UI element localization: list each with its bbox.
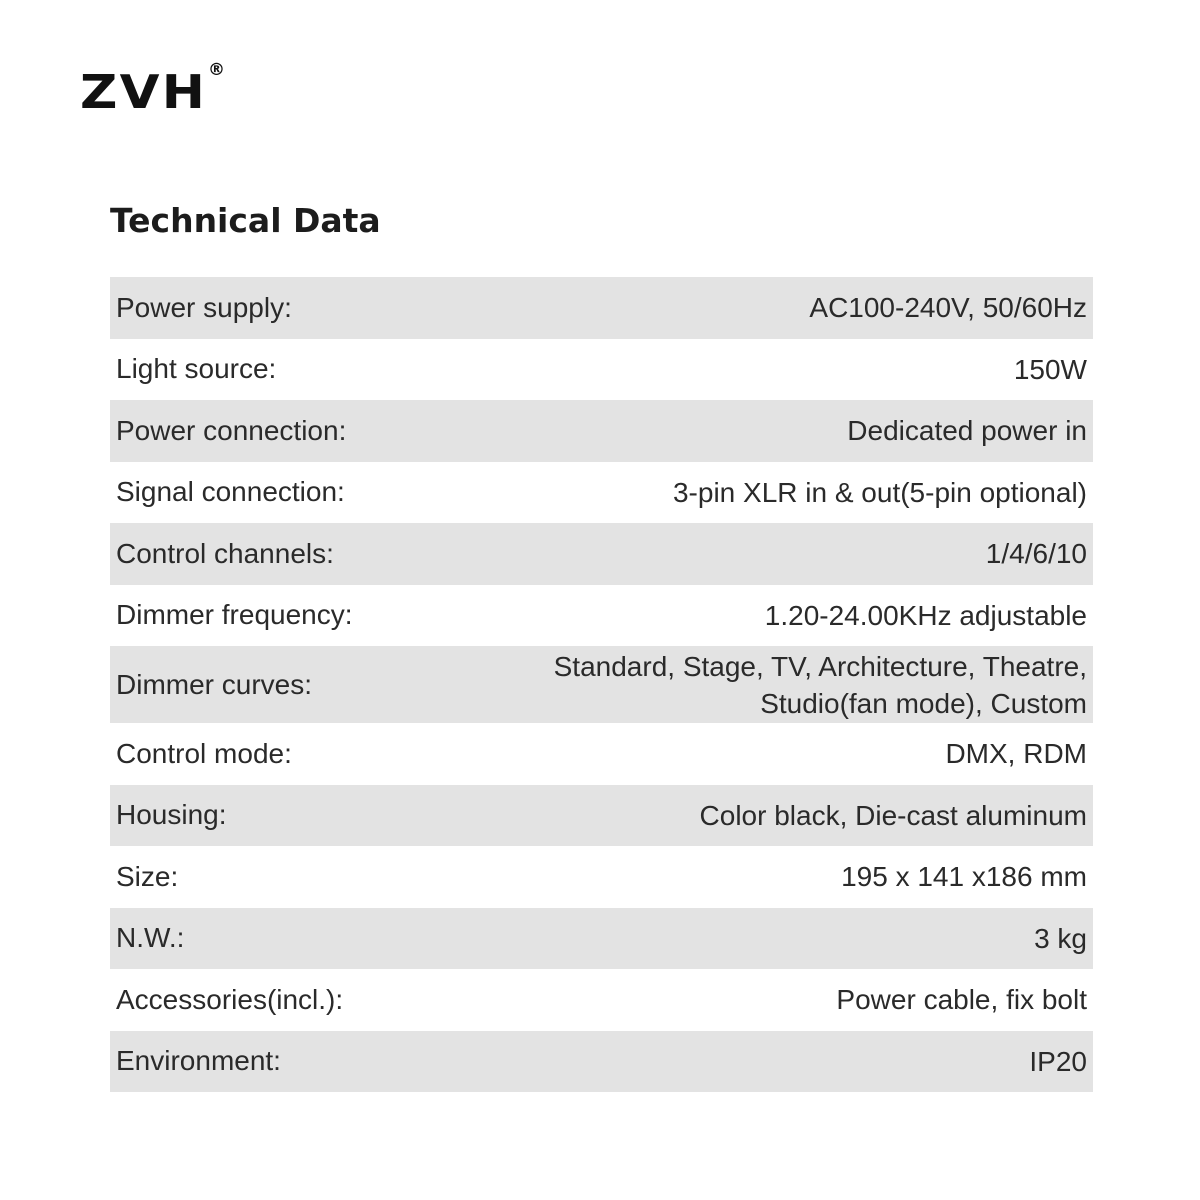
registered-mark: ® [208, 60, 225, 80]
spec-value: IP20 [1029, 1045, 1087, 1077]
spec-row-dimmer-curves [110, 646, 1093, 723]
brand-name: ZVH [80, 65, 208, 119]
spec-label: Dimmer curves: [116, 668, 313, 700]
spec-row-control-mode [110, 723, 1093, 785]
spec-label: Power connection: [116, 414, 347, 446]
spec-label: Environment: [116, 1045, 281, 1077]
spec-row-housing [110, 785, 1093, 847]
spec-value: AC100-240V, 50/60Hz [809, 292, 1087, 324]
spec-label: Accessories(incl.): [116, 983, 344, 1015]
spec-label: Housing: [116, 799, 227, 831]
spec-value: Dedicated power in [847, 415, 1087, 447]
spec-label: Light source: [116, 353, 277, 385]
spec-value: 3 kg [1034, 922, 1087, 954]
spec-value: Power cable, fix bolt [836, 984, 1087, 1016]
spec-row-size [110, 846, 1093, 908]
spec-row-light-source [110, 339, 1093, 401]
spec-value: Standard, Stage, TV, Architecture, Theatre, Studio(fan mode), Custom [553, 650, 1087, 719]
spec-value: 1.20-24.00KHz adjustable [764, 599, 1087, 631]
spec-label: Control mode: [116, 737, 292, 769]
spec-value: 3-pin XLR in & out(5-pin optional) [672, 476, 1087, 508]
spec-value: Color black, Die-cast aluminum [699, 799, 1087, 831]
spec-label: Size: [116, 860, 179, 892]
spec-label: N.W.: [116, 922, 185, 954]
spec-row-dimmer-frequency [110, 585, 1093, 647]
spec-row-signal-connection [110, 462, 1093, 524]
spec-row-environment [110, 1031, 1093, 1093]
spec-label: Power supply: [116, 291, 292, 323]
spec-row-power-supply [110, 277, 1093, 339]
section-title: Technical Data [110, 201, 381, 240]
spec-table [110, 277, 1093, 1092]
spec-value: 150W [1013, 353, 1087, 385]
spec-label: Signal connection: [116, 476, 345, 508]
spec-label: Control channels: [116, 537, 334, 569]
spec-value: DMX, RDM [945, 738, 1087, 770]
spec-row-accessories [110, 969, 1093, 1031]
spec-label: Dimmer frequency: [116, 599, 353, 631]
spec-value: 195 x 141 x186 mm [841, 861, 1087, 893]
brand-logo [80, 60, 225, 122]
spec-value: 1/4/6/10 [985, 538, 1087, 570]
spec-row-power-connection [110, 400, 1093, 462]
spec-row-control-channels [110, 523, 1093, 585]
spec-row-net-weight [110, 908, 1093, 970]
